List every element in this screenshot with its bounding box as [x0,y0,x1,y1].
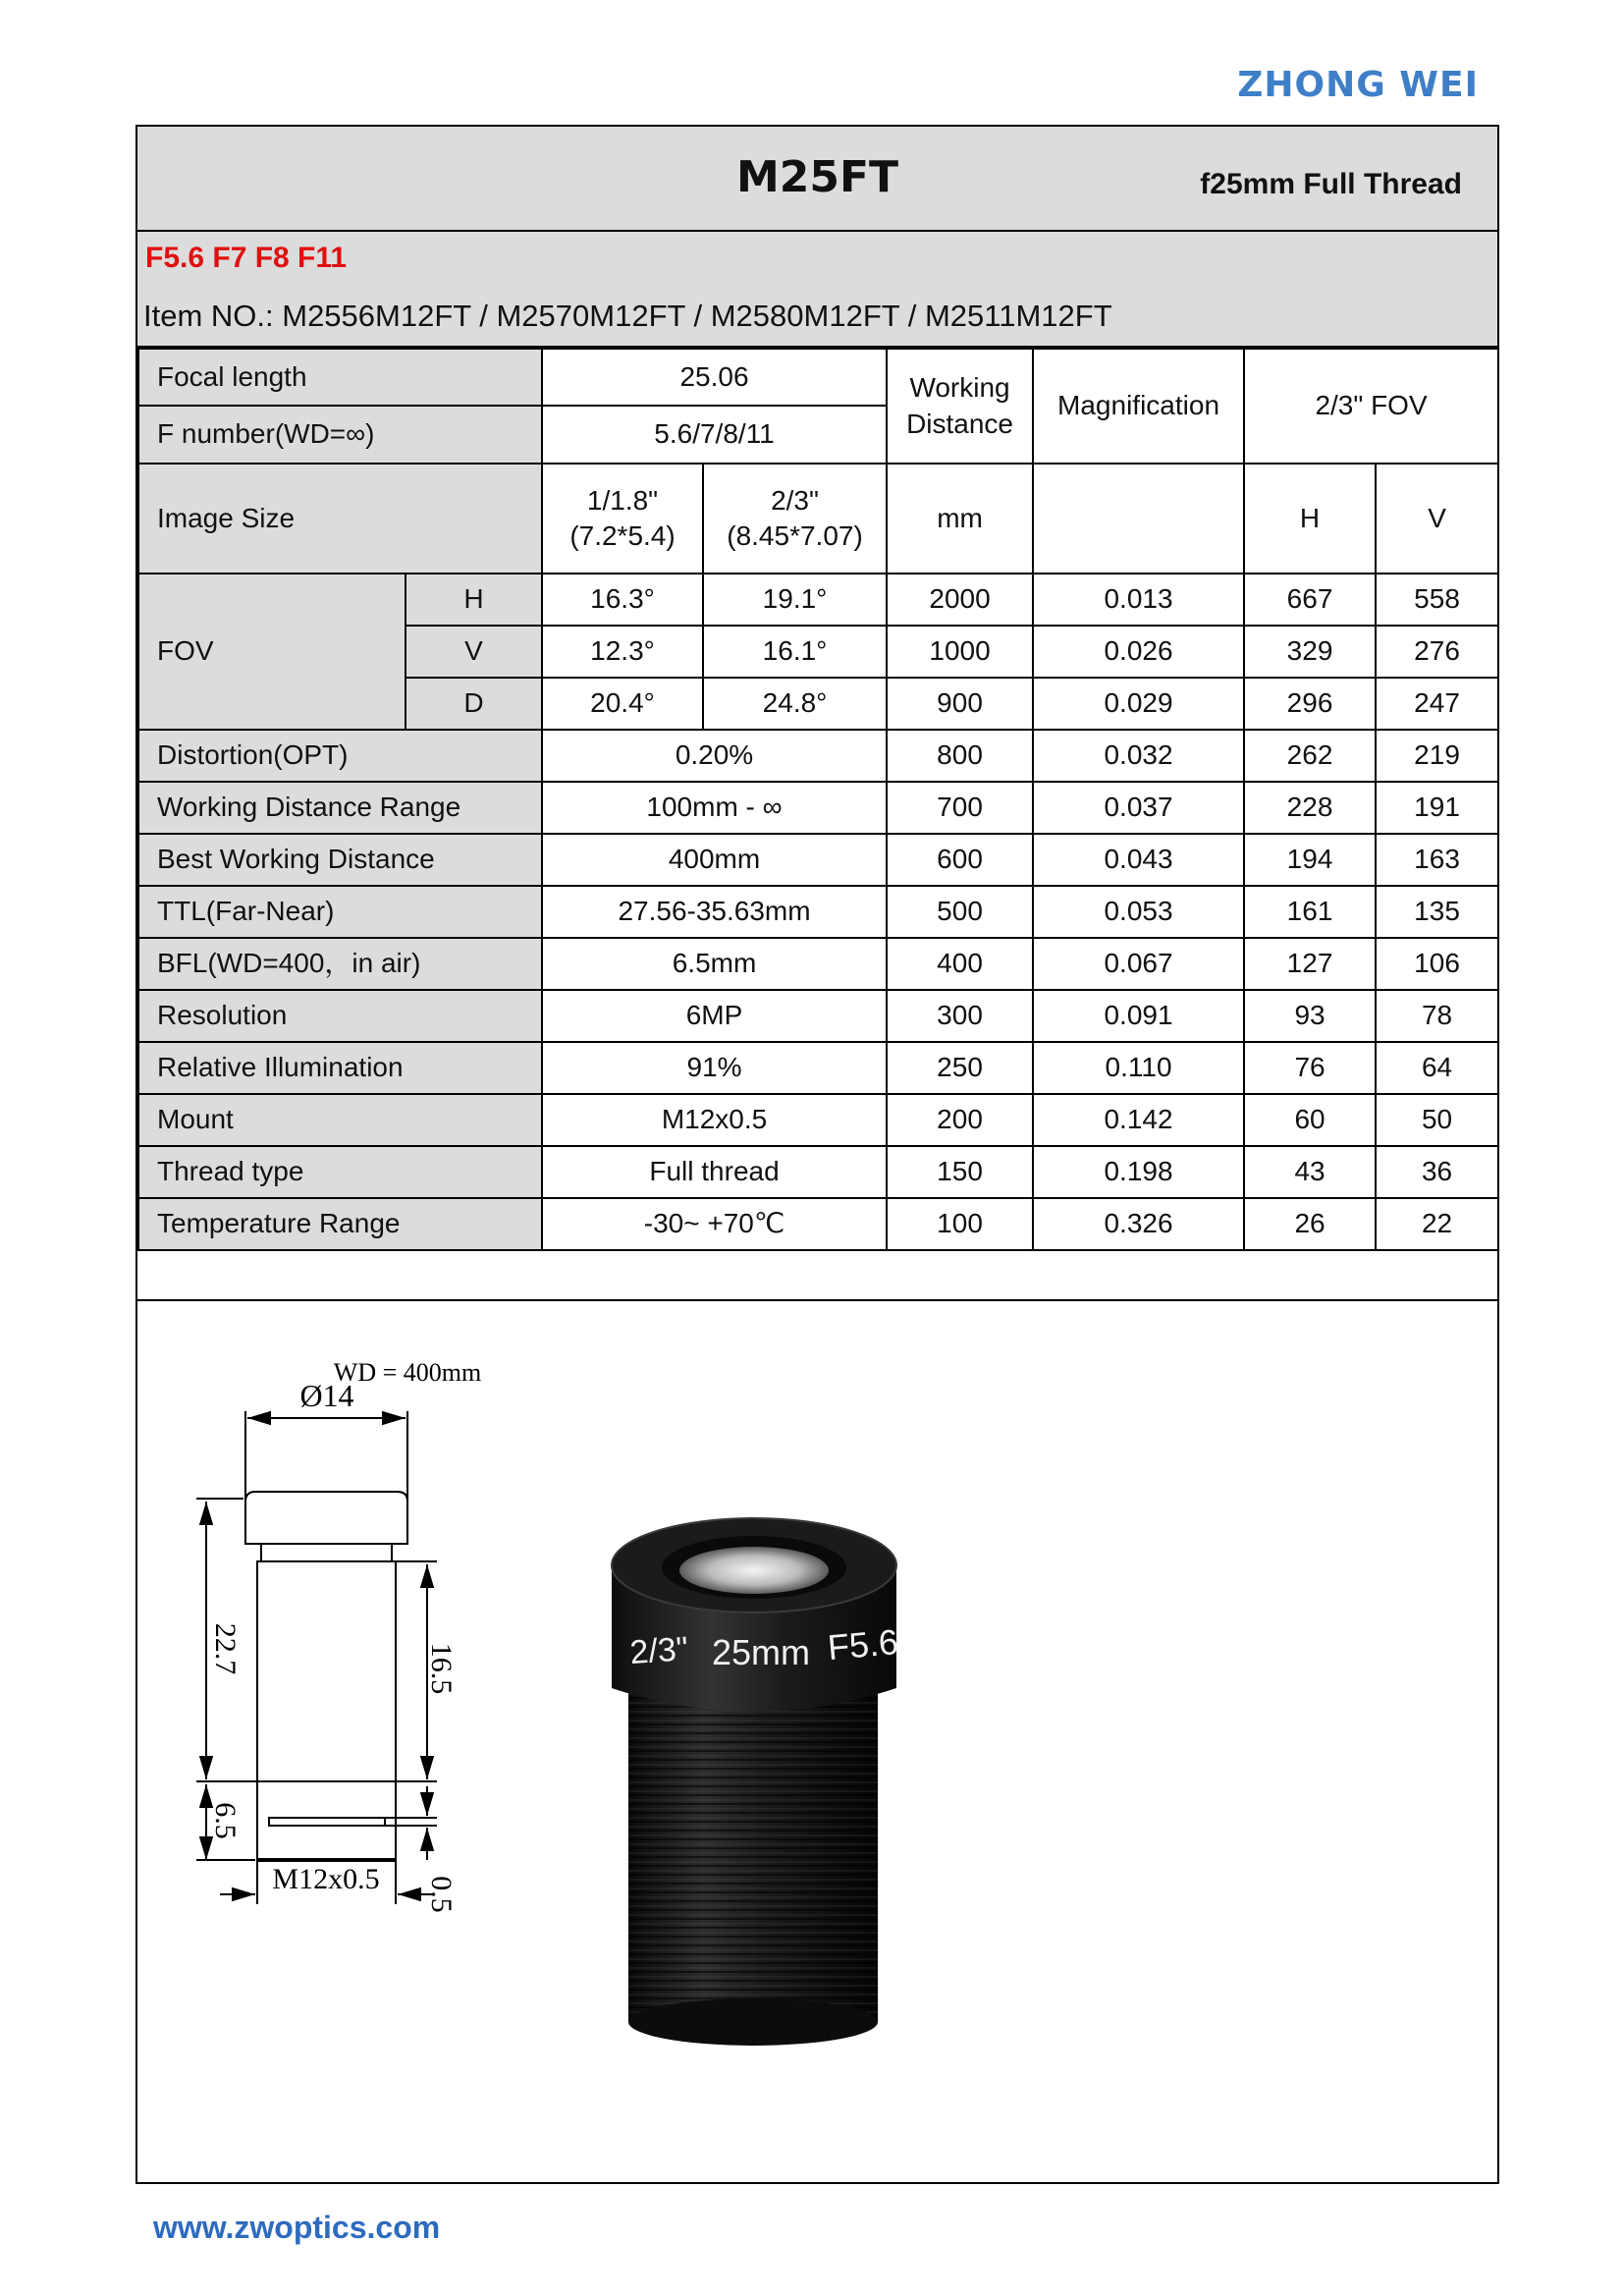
fov-h-value: 26 [1244,1198,1376,1250]
fov-h-value: 93 [1244,990,1376,1042]
fov-value: 16.1° [703,626,887,678]
spec-label: Working Distance Range [138,782,542,834]
fov-value: 20.4° [542,678,703,730]
fov-h-value: 43 [1244,1146,1376,1198]
focal-length-label: Focal length [138,349,542,406]
spec-label: BFL(WD=400，in air) [138,938,542,990]
wd-value: 250 [887,1042,1033,1094]
spec-label: Thread type [138,1146,542,1198]
wd-value: 900 [887,678,1033,730]
fov-v-value: 219 [1376,730,1498,782]
fov-v-value: 50 [1376,1094,1498,1146]
mechanical-drawing [196,1358,481,1913]
brand-logo: ZHONG WEI [1237,65,1479,105]
wd-unit: mm [887,464,1033,574]
spec-label: Resolution [138,990,542,1042]
mag-value: 0.026 [1033,626,1244,678]
fov-value: 16.3° [542,574,703,626]
image-size-2-format: 2/3" [771,484,819,516]
illustration-area [137,127,1497,2182]
fov-axis: H [406,574,542,626]
wd-value: 300 [887,990,1033,1042]
lens-thread-pattern [628,1693,878,2022]
mag-value: 0.198 [1033,1146,1244,1198]
wd-value: 400 [887,938,1033,990]
fov-h-value: 329 [1244,626,1376,678]
lens-body-outline [257,1561,396,1781]
spec-label: Relative Illumination [138,1042,542,1094]
fov-h-value: 296 [1244,678,1376,730]
fov-v-value: 247 [1376,678,1498,730]
mag-value: 0.032 [1033,730,1244,782]
image-size-1-dim: (7.2*5.4) [569,520,676,551]
spec-label: Best Working Distance [138,834,542,886]
fov-h-value: 161 [1244,886,1376,938]
mag-value: 0.037 [1033,782,1244,834]
fov-v-value: 64 [1376,1042,1498,1094]
wd-value: 500 [887,886,1033,938]
aperture-list: F5.6 F7 F8 F11 [145,242,348,274]
spec-value: -30~ +70℃ [542,1198,887,1250]
fov-v-value: 135 [1376,886,1498,938]
fov-h-value: 76 [1244,1042,1376,1094]
model-title: M25FT [735,152,899,202]
footer-url[interactable]: www.zwoptics.com [153,2210,441,2245]
spec-value: 6.5mm [542,938,887,990]
lens-cap-outline [245,1492,407,1544]
spec-value: 91% [542,1042,887,1094]
fov-v-value: 276 [1376,626,1498,678]
cover-glass [269,1818,385,1826]
image-size-2-dim: (8.45*7.07) [727,520,863,551]
spec-sheet [135,125,1499,2184]
fov-v-value: 163 [1376,834,1498,886]
f-number-value: 5.6/7/8/11 [542,406,887,464]
lens-glass [679,1547,829,1594]
fov-h-value: 60 [1244,1094,1376,1146]
wd-value: 150 [887,1146,1033,1198]
mag-value: 0.013 [1033,574,1244,626]
spec-label: Distortion(OPT) [138,730,542,782]
spec-value: 100mm - ∞ [542,782,887,834]
lens-photo [612,1518,900,2046]
model-subtitle: f25mm Full Thread [1200,168,1462,200]
fov-v-value: 558 [1376,574,1498,626]
lens-marking-format: 2/3" [628,1630,690,1672]
fov-h-value: 228 [1244,782,1376,834]
mag-value: 0.091 [1033,990,1244,1042]
fov-v-value: 106 [1376,938,1498,990]
f-number-label: F number(WD=∞) [138,406,542,464]
wd-value: 600 [887,834,1033,886]
spec-value: 27.56-35.63mm [542,886,887,938]
fov-v-value: 191 [1376,782,1498,834]
image-size-1-format: 1/1.8" [586,484,659,516]
mag-value: 0.029 [1033,678,1244,730]
mag-header: Magnification [1033,349,1244,464]
spec-value: Full thread [542,1146,887,1198]
h-header: H [1244,464,1376,574]
wd-value: 100 [887,1198,1033,1250]
fov-v-value: 36 [1376,1146,1498,1198]
wd-value: 200 [887,1094,1033,1146]
fov-h-value: 194 [1244,834,1376,886]
mag-value: 0.053 [1033,886,1244,938]
spec-value: 400mm [542,834,887,886]
fov-value: 19.1° [703,574,887,626]
fov-h-value: 262 [1244,730,1376,782]
mag-value: 0.326 [1033,1198,1244,1250]
fov-h-value: 127 [1244,938,1376,990]
mag-value: 0.043 [1033,834,1244,886]
mag-value: 0.110 [1033,1042,1244,1094]
fov-axis: V [406,626,542,678]
spec-value: 6MP [542,990,887,1042]
thread-label: M12x0.5 [272,1863,380,1895]
total-length-label: 22.7 [209,1622,242,1675]
spec-value: M12x0.5 [542,1094,887,1146]
fov-v-value: 22 [1376,1198,1498,1250]
fov-label: FOV [138,574,406,730]
wd-value: 700 [887,782,1033,834]
cap-neck [261,1544,392,1561]
diameter-label: Ø14 [299,1378,354,1413]
lens-marking-fnum: F5.6 [826,1620,900,1668]
spec-label: Temperature Range [138,1198,542,1250]
fov-value: 24.8° [703,678,887,730]
wd-header-line1: Working [909,372,1010,404]
item-numbers: Item NO.: M2556M12FT / M2570M12FT / M2580M12FT / M2511M12FT [143,299,1112,333]
fov-h-value: 667 [1244,574,1376,626]
spec-value: 0.20% [542,730,887,782]
v-header: V [1376,464,1498,574]
mag-value: 0.067 [1033,938,1244,990]
spec-label: TTL(Far-Near) [138,886,542,938]
fov-value: 12.3° [542,626,703,678]
body-length-label: 16.5 [425,1642,458,1695]
fov-header: 2/3" FOV [1244,349,1498,464]
wd-value: 1000 [887,626,1033,678]
focal-length-value: 25.06 [542,349,887,406]
flange-label: 0.5 [425,1876,458,1913]
wd-value: 800 [887,730,1033,782]
wd-note: WD = 400mm [333,1358,482,1387]
lens-bottom [628,1998,878,2046]
mag-value: 0.142 [1033,1094,1244,1146]
wd-header-line2: Distance [906,408,1013,439]
image-size-label: Image Size [138,464,542,574]
lens-marking-focal: 25mm [711,1632,811,1672]
fov-v-value: 78 [1376,990,1498,1042]
bfl-label: 6.5 [209,1802,242,1839]
fov-axis: D [406,678,542,730]
spec-label: Mount [138,1094,542,1146]
wd-value: 2000 [887,574,1033,626]
